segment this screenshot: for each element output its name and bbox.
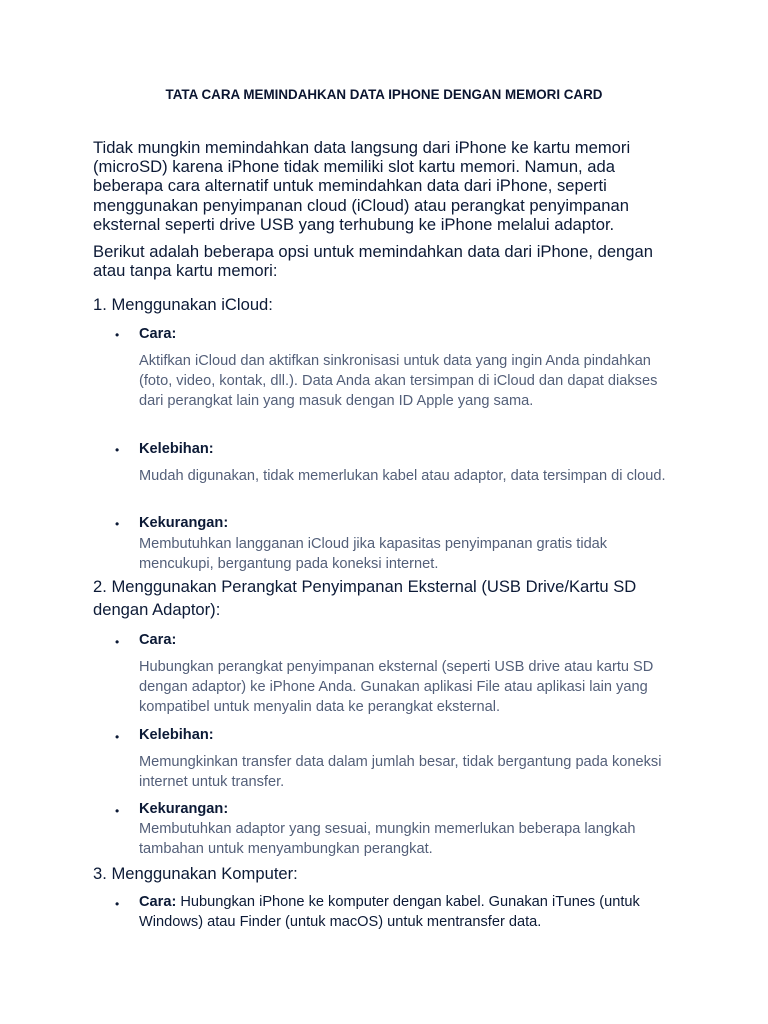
intro-paragraph: Tidak mungkin memindahkan data langsung dari iPhone ke kartu memori (microSD) karena iPhone tidak memiliki slot kartu memori. Namun, ada beberapa cara alternatif untuk memindahkan data dari iPhone, seperti menggunakan penyimpanan cloud (iCloud) atau perangkat penyimpanan eksternal seperti drive USB yang terhubung ke iPhone melalui adaptor. [93, 138, 631, 234]
bullet-marker [115, 731, 121, 737]
section-1-cara-label: Cara: [139, 326, 177, 342]
bullet-marker [115, 636, 121, 642]
bullet-marker [115, 898, 121, 904]
section-3-cara-label: Cara: [139, 894, 177, 910]
lead-paragraph: Berikut adalah beberapa opsi untuk memindahkan data dari iPhone, dengan atau tanpa kartu memori: [93, 242, 653, 281]
bullet-marker [115, 329, 121, 335]
section-3-cara-item [139, 892, 684, 932]
section-2-heading: 2. Menggunakan Perangkat Penyimpanan Eksternal (USB Drive/Kartu SD dengan Adaptor): [93, 577, 637, 619]
bullet-marker [115, 444, 121, 450]
bullet-marker [115, 805, 121, 811]
section-1-kekurangan-label: Kekurangan: [139, 515, 229, 531]
section-1-kelebihan-text: Mudah digunakan, tidak memerlukan kabel atau adaptor, data tersimpan di cloud. [139, 468, 666, 484]
section-2-kelebihan-text: Memungkinkan transfer data dalam jumlah besar, tidak bergantung pada koneksi internet untuk transfer. [139, 754, 662, 791]
section-2-cara-text: Hubungkan perangkat penyimpanan eksternal (seperti USB drive atau kartu SD dengan adaptor) ke iPhone Anda. Gunakan aplikasi File atau aplikasi lain yang kompatibel untuk menyalin data ke perangkat eksternal. [139, 659, 654, 716]
section-1-kelebihan-label: Kelebihan: [139, 441, 214, 457]
bullet-marker [115, 518, 121, 524]
section-2-kekurangan-label: Kekurangan: [139, 801, 229, 817]
section-3-cara-text: Hubungkan iPhone ke komputer dengan kabel. Gunakan iTunes (untuk Windows) atau Finder (untuk macOS) untuk mentransfer data. [139, 894, 640, 931]
section-2-kekurangan-text: Membutuhkan adaptor yang sesuai, mungkin memerlukan beberapa langkah tambahan untuk menyambungkan perangkat. [139, 821, 636, 858]
section-1-cara-text: Aktifkan iCloud dan aktifkan sinkronisasi untuk data yang ingin Anda pindahkan (foto, video, kontak, dll.). Data Anda akan tersimpan di iCloud dan dapat diakses dari perangkat lain yang masuk dengan ID Apple yang sama. [139, 353, 658, 410]
section-3-heading: 3. Menggunakan Komputer: [93, 864, 298, 883]
section-1-heading: 1. Menggunakan iCloud: [93, 295, 273, 314]
section-1-kekurangan-text: Membutuhkan langganan iCloud jika kapasitas penyimpanan gratis tidak mencukupi, bergantung pada koneksi internet. [139, 536, 608, 573]
section-2-kelebihan-label: Kelebihan: [139, 727, 214, 743]
page-title: TATA CARA MEMINDAHKAN DATA IPHONE DENGAN MEMORI CARD [165, 87, 603, 102]
section-2-cara-label: Cara: [139, 632, 177, 648]
